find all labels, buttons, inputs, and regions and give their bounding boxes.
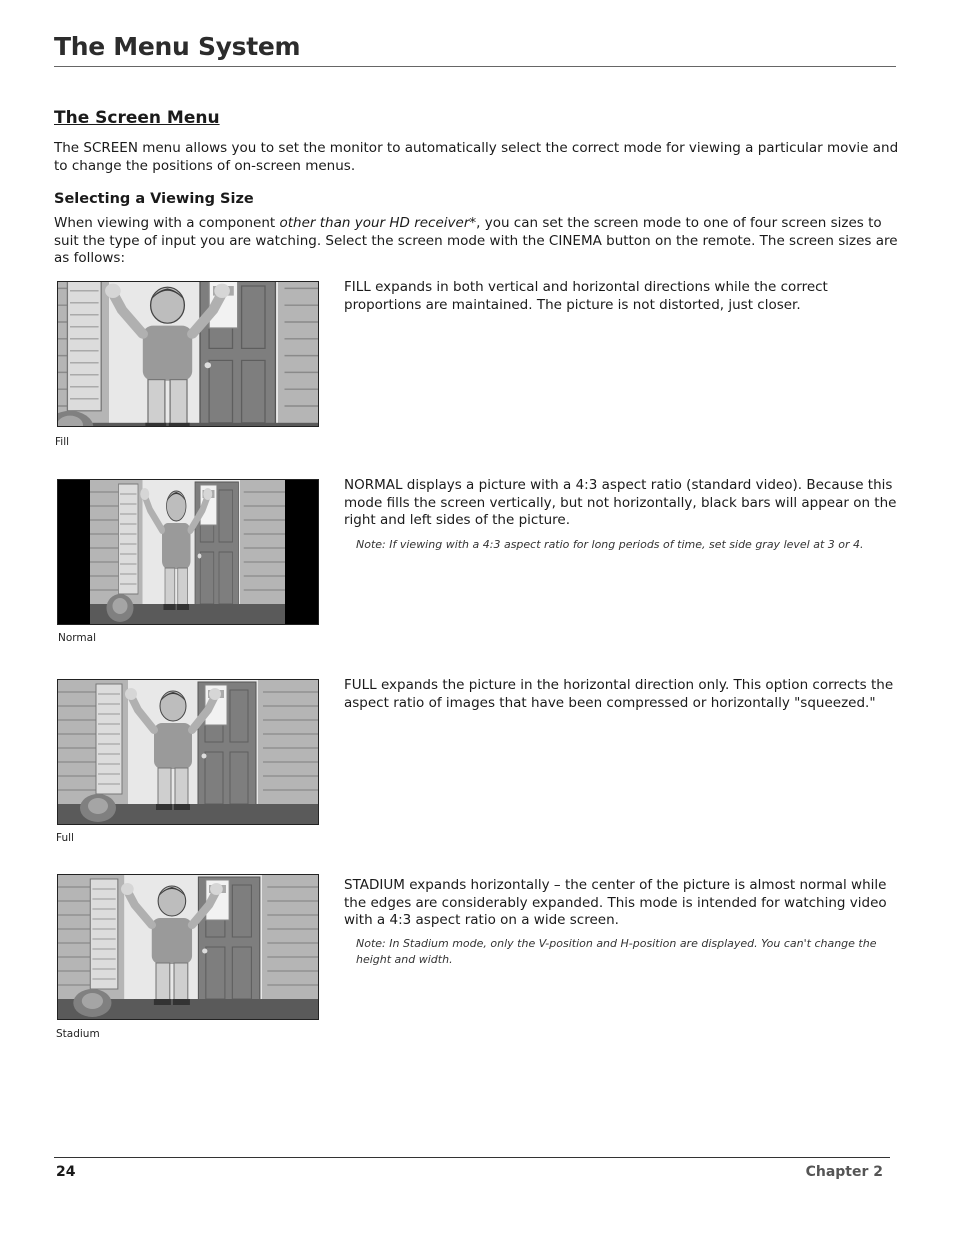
fill-mode-photo [57,281,319,427]
section-intro: The SCREEN menu allows you to set the monitor to automatically select the correct mode for viewing a particular movie and to change the positions of on-screen menus. [54,140,899,174]
section-heading: The Screen Menu [54,108,220,128]
full-mode-photo [57,679,319,825]
stadium-caption: Stadium [56,1028,100,1040]
normal-description: NORMAL displays a picture with a 4:3 aspect ratio (standard video). Because this mode fills the screen vertically, but not horizontally, black bars will appear on the right and left sides of the picture. [344,477,897,528]
normal-note: Note: If viewing with a 4:3 aspect ratio for long periods of time, set side gray level at 3 or 4. [356,538,864,551]
page-number: 24 [56,1164,76,1180]
page-title: The Menu System [54,32,301,61]
body-text-start: When viewing with a component [54,215,280,231]
body-text-end: *, you can set the screen mode to one of four screen sizes to suit the type of input you are watching. Select the screen mode with the CINEMA button on the remote. The screen sizes are as follows: [54,215,898,266]
normal-mode-photo [57,479,319,625]
chapter-label: Chapter 2 [805,1164,883,1180]
full-caption: Full [56,832,74,844]
normal-caption: Normal [58,632,96,644]
full-description: FULL expands the picture in the horizontal direction only. This option corrects the aspect ratio of images that have been compressed or horizontally "squeezed." [344,677,894,711]
fill-caption: Fill [55,436,70,448]
stadium-mode-photo [57,874,319,1020]
footer-rule [54,1157,890,1158]
fill-description: FILL expands in both vertical and horizontal directions while the correct proportions are maintained. The picture is not distorted, just closer. [344,279,828,313]
header-rule [54,66,896,67]
body-text-emphasis: other than your HD receiver [279,215,470,231]
stadium-description: STADIUM expands horizontally – the center of the picture is almost normal while the edges are considerably expanded. This mode is intended for watching video with a 4:3 aspect ratio on a wide screen. [344,877,887,928]
subsection-body [54,215,900,268]
stadium-note: Note: In Stadium mode, only the V-position and H-position are displayed. You can't change the height and width. [356,937,877,966]
subsection-heading: Selecting a Viewing Size [54,191,254,207]
